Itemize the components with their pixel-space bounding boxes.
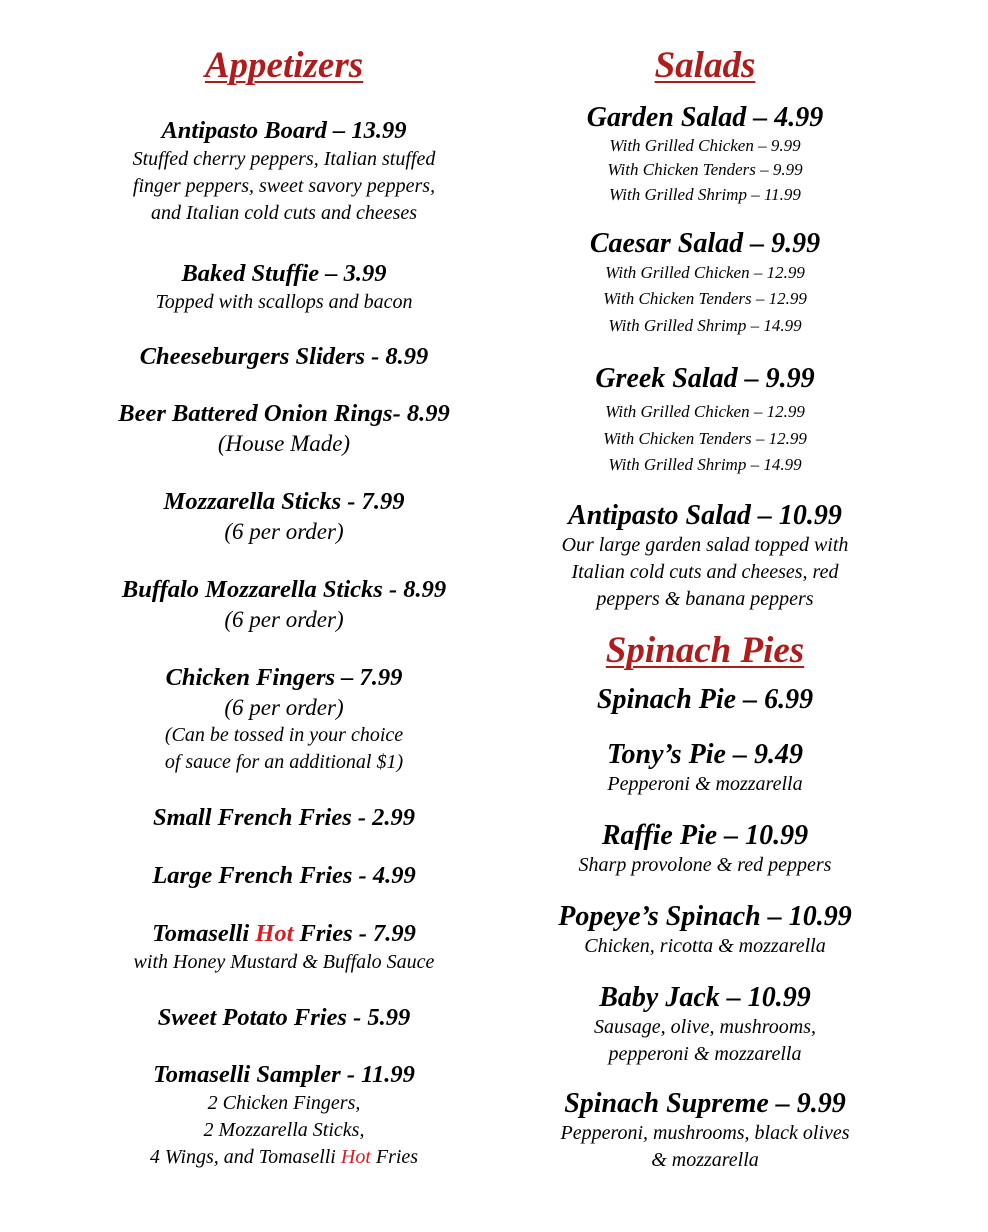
item-note: (6 per order) [224, 607, 344, 632]
item-title: Spinach Supreme – 9.99 [564, 1087, 846, 1119]
item-desc: finger peppers, sweet savory peppers, [132, 175, 436, 197]
item-option: With Grilled Chicken – 9.99 [609, 136, 801, 155]
menu-item-greek-salad [524, 363, 886, 479]
item-title: Sweet Potato Fries - 5.99 [157, 1004, 411, 1031]
item-desc: Our large garden salad topped with [561, 533, 849, 556]
item-title: Antipasto Salad – 10.99 [568, 499, 842, 531]
menu-item-popeyes-spinach [524, 901, 886, 960]
item-option: With Grilled Shrimp – 14.99 [608, 455, 802, 474]
item-title: Beer Battered Onion Rings- 8.99 [118, 400, 450, 427]
item-title: Greek Salad – 9.99 [595, 363, 815, 394]
item-title [94, 919, 474, 949]
item-desc: with Honey Mustard & Buffalo Sauce [133, 951, 435, 973]
menu-item-baked-stuffie [94, 259, 474, 316]
item-title: Large French Fries - 4.99 [152, 862, 416, 889]
item-desc: peppers & banana peppers [596, 587, 814, 610]
item-title: Baked Stuffie – 3.99 [181, 260, 387, 287]
item-title-part: Fries - 7.99 [293, 920, 416, 947]
item-title: Buffalo Mozzarella Sticks - 8.99 [121, 576, 447, 603]
item-desc: Sharp provolone & red peppers [578, 853, 832, 876]
item-title: Caesar Salad – 9.99 [589, 227, 821, 259]
item-title: Tony’s Pie – 9.49 [607, 738, 803, 770]
item-option: With Chicken Tenders – 12.99 [603, 428, 807, 448]
right-column [524, 44, 886, 1174]
menu-item-onion-rings [94, 399, 474, 458]
item-desc: and Italian cold cuts and cheeses [150, 202, 418, 224]
menu-item-buffalo-mozzarella [94, 575, 474, 634]
item-option: With Grilled Chicken – 12.99 [605, 262, 805, 282]
item-title: Cheeseburgers Sliders - 8.99 [139, 343, 429, 370]
menu-item-garden-salad [524, 102, 886, 209]
menu-item-antipasto-salad [524, 500, 886, 613]
menu-item-small-fries [94, 803, 474, 833]
menu-item-antipasto-board [94, 116, 474, 227]
item-desc: Pepperoni & mozzarella [607, 772, 803, 795]
spinach-pies-heading: Spinach Pies [605, 629, 805, 671]
menu-item-hot-fries [94, 919, 474, 976]
item-option: With Grilled Chicken – 12.99 [605, 402, 805, 421]
item-title: Baby Jack – 10.99 [599, 981, 811, 1013]
item-option: With Chicken Tenders – 12.99 [603, 289, 807, 308]
menu-item-mozzarella-sticks [94, 487, 474, 546]
item-desc: pepperoni & mozzarella [608, 1042, 802, 1065]
item-title: Antipasto Board – 13.99 [161, 117, 407, 144]
item-title-part: Tomaselli [152, 920, 256, 947]
menu-item-sliders [94, 342, 474, 372]
menu-item-baby-jack [524, 982, 886, 1068]
item-desc: Italian cold cuts and cheeses, red [571, 560, 839, 583]
item-title: Small French Fries - 2.99 [152, 804, 416, 831]
item-desc: & mozzarella [651, 1148, 759, 1171]
item-desc: Topped with scallops and bacon [155, 291, 413, 313]
menu-item-sweet-potato-fries [94, 1003, 474, 1033]
item-option: With Grilled Shrimp – 14.99 [608, 315, 802, 335]
menu-item-spinach-pie [524, 684, 886, 716]
item-desc: (Can be tossed in your choice [164, 724, 404, 746]
item-desc [94, 1144, 474, 1171]
hot-highlight: Hot [340, 1146, 371, 1168]
appetizers-column [94, 44, 474, 1171]
item-desc: Sausage, olive, mushrooms, [593, 1015, 817, 1038]
item-desc: Chicken, ricotta & mozzarella [584, 934, 826, 957]
item-desc-part: 4 Wings, and Tomaselli [149, 1146, 341, 1168]
item-option: With Grilled Shrimp – 11.99 [609, 185, 801, 204]
item-desc: Stuffed cherry peppers, Italian stuffed [132, 148, 436, 170]
menu-item-tonys-pie [524, 739, 886, 798]
item-title: Chicken Fingers – 7.99 [165, 664, 403, 691]
item-note: (6 per order) [224, 695, 344, 720]
item-option: With Chicken Tenders – 9.99 [607, 160, 803, 179]
menu-item-raffie-pie [524, 820, 886, 879]
item-title: Raffie Pie – 10.99 [601, 819, 809, 851]
item-desc-part: Fries [370, 1146, 419, 1168]
item-note: (House Made) [217, 431, 351, 456]
menu-item-large-fries [94, 861, 474, 891]
item-desc: 2 Mozzarella Sticks, [203, 1119, 365, 1141]
menu-item-spinach-supreme [524, 1088, 886, 1174]
item-title: Garden Salad – 4.99 [586, 102, 824, 133]
item-title: Tomaselli Sampler - 11.99 [153, 1061, 415, 1088]
item-desc: 2 Chicken Fingers, [207, 1092, 361, 1114]
menu-item-chicken-fingers [94, 663, 474, 776]
salads-heading: Salads [654, 45, 756, 86]
hot-highlight: Hot [255, 920, 294, 947]
menu-item-caesar-salad [524, 228, 886, 340]
item-desc: of sauce for an additional $1) [164, 751, 404, 773]
appetizers-heading: Appetizers [204, 45, 364, 86]
item-desc: Pepperoni, mushrooms, black olives [560, 1121, 850, 1144]
item-note: (6 per order) [224, 519, 344, 544]
item-title: Mozzarella Sticks - 7.99 [163, 488, 405, 515]
item-title: Popeye’s Spinach – 10.99 [558, 900, 852, 932]
item-title: Spinach Pie – 6.99 [596, 683, 814, 715]
menu-item-sampler [94, 1060, 474, 1171]
